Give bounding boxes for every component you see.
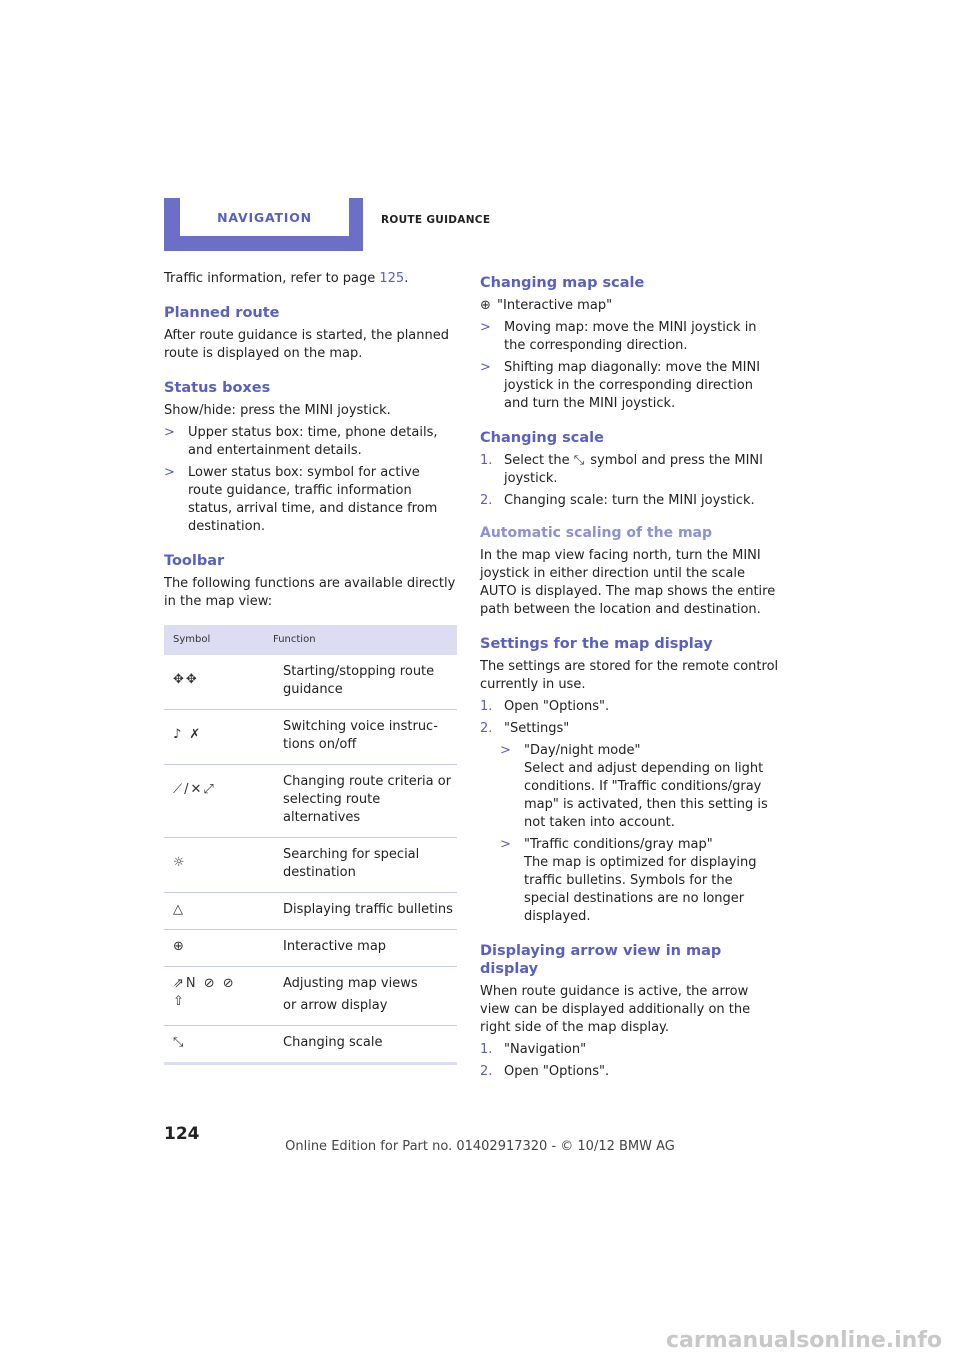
- voice-instruction-icon: ♪ ✗: [173, 727, 203, 742]
- map-scale-heading: Changing map scale: [480, 275, 645, 291]
- page-link[interactable]: 125: [379, 271, 405, 286]
- table-row: △ Displaying traffic bulletins: [164, 893, 457, 930]
- interactive-map-icon: ⊕: [480, 298, 493, 313]
- list-item: > Upper status box: time, phone details, and entertainment details.: [164, 425, 438, 458]
- table-row: ☼ Searching for special destination: [164, 838, 457, 893]
- list-item: 2. "Settings": [480, 721, 570, 736]
- scale-icon: ⤡: [573, 453, 587, 468]
- toolbar-text: The following functions are available directly in the map view:: [164, 576, 456, 609]
- scale-icon: ⤡: [173, 1035, 186, 1050]
- table-header: [164, 625, 457, 655]
- interactive-map-label: ⊕ "Interactive map": [480, 298, 613, 313]
- status-boxes-heading: Status boxes: [164, 380, 271, 396]
- list-item: > Shifting map diagonally: move the MINI joystick in the corresponding direction and turn the MINI joystick.: [480, 360, 761, 411]
- list-item: > Lower status box: symbol for active route guidance, traffic information status, arrival time, and distance from destination.: [164, 465, 438, 534]
- auto-scaling-text: In the map view facing north, turn the MINI joystick in either direction until the scale AUTO is displayed. The map shows the entire path between the location and destination.: [480, 548, 776, 617]
- bullet-marker: >: [500, 837, 511, 852]
- list-item: 1. Open "Options".: [480, 699, 610, 714]
- route-guidance-icon: ✥✥: [173, 672, 199, 687]
- breadcrumb: ROUTE GUIDANCE: [381, 214, 491, 226]
- list-item: > "Day/night mode" Select and adjust depending on light conditions. If "Traffic conditions/gray map" is activated, then this setting is not taken into account.: [500, 743, 768, 830]
- table-row: ♪ ✗ Switching voice instructions on/off: [164, 710, 457, 765]
- table-bottom-rule: [164, 1062, 457, 1065]
- route-criteria-icon: ⟋/✕⤢: [173, 782, 216, 797]
- toolbar-table: [164, 625, 457, 1065]
- table-row: ⟋/✕⤢ Changing route criteria or selecting route alternatives: [164, 765, 457, 838]
- header-function: Function: [273, 634, 316, 645]
- interactive-map-icon: ⊕: [173, 939, 186, 954]
- traffic-bulletin-icon: △: [173, 902, 185, 917]
- arrow-view-text: When route guidance is active, the arrow view can be displayed additionally on the right side of the map display.: [480, 984, 751, 1035]
- left-column: [164, 270, 457, 1065]
- special-destination-icon: ☼: [173, 855, 187, 870]
- list-item: 1. "Navigation": [480, 1042, 587, 1057]
- bullet-marker: >: [500, 743, 511, 758]
- settings-heading: Settings for the map display: [480, 636, 713, 652]
- page-number: 124: [164, 1124, 200, 1144]
- bullet-marker: >: [164, 465, 175, 480]
- table-row: ⇗N ⊘ ⊘ ⇧ Adjusting map views or arrow display: [164, 967, 457, 1026]
- map-view-icon: ⇗N ⊘ ⊘: [173, 976, 236, 991]
- section-tab-inner: [180, 198, 349, 236]
- scale-heading: Changing scale: [480, 430, 604, 446]
- auto-scaling-heading: Automatic scaling of the map: [480, 525, 713, 541]
- watermark: carmanualsonline.info: [666, 1328, 942, 1353]
- right-column: [480, 270, 780, 1085]
- arrow-display-icon: ⇧: [173, 994, 186, 1009]
- table-row: ⤡ Changing scale: [173, 1035, 383, 1050]
- table-row: ✥✥ Starting/stopping route guidance: [164, 655, 457, 710]
- list-item: > "Traffic conditions/gray map" The map is optimized for displaying traffic bulletins. Symbols for the special destinations are no longer displayed.: [500, 837, 757, 924]
- status-boxes-text: Show/hide: press the MINI joystick.: [164, 403, 391, 418]
- list-item: > Moving map: move the MINI joystick in the corresponding direction.: [480, 320, 757, 353]
- bullet-marker: >: [480, 360, 491, 375]
- list-item: 2. Changing scale: turn the MINI joystick.: [480, 493, 755, 508]
- header-symbol: Symbol: [173, 634, 211, 645]
- arrow-view-heading: Displaying arrow view in map display: [480, 943, 722, 977]
- planned-route-text: After route guidance is started, the planned route is displayed on the map.: [164, 328, 450, 361]
- settings-text: The settings are stored for the remote control currently in use.: [480, 659, 779, 692]
- toolbar-heading: Toolbar: [164, 553, 225, 569]
- section-tab: [164, 198, 363, 251]
- bullet-marker: >: [164, 425, 175, 440]
- bullet-marker: >: [480, 320, 491, 335]
- section-tab-label: NAVIGATION: [217, 209, 312, 225]
- list-item: 2. Open "Options".: [480, 1064, 610, 1079]
- table-row: ⊕ Interactive map: [164, 930, 457, 967]
- list-item: 1. Select the ⤡ symbol and press the MINI joystick.: [480, 453, 763, 486]
- intro-paragraph: Traffic information, refer to page 125.: [164, 271, 409, 286]
- planned-route-heading: Planned route: [164, 305, 280, 321]
- edition-footer: Online Edition for Part no. 01402917320 - © 10/12 BMW AG: [285, 1139, 675, 1154]
